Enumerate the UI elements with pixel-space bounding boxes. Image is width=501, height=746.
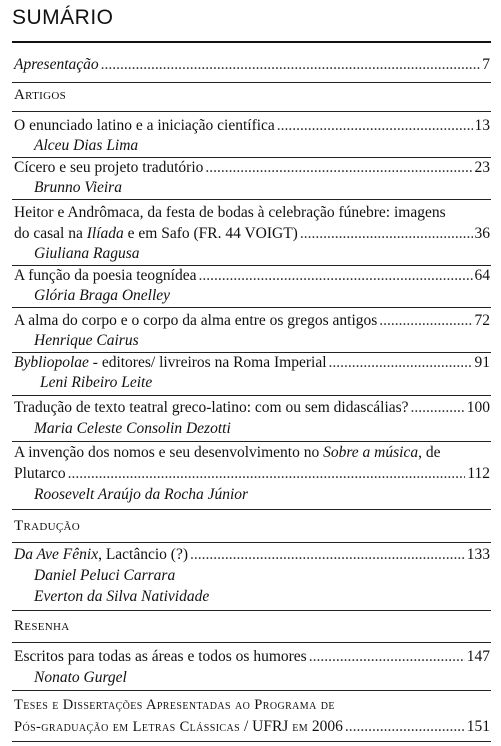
entry-title-line1[interactable]: Teses e Dissertações Apresentadas ao Programa de <box>14 697 335 713</box>
section-heading-traducao: Tradução <box>14 518 80 534</box>
section-heading-resenha: Resenha <box>14 618 70 634</box>
entry-author: Alceu Dias Lima <box>34 137 139 154</box>
entry-title: Escritos para todas as áreas e todos os humores <box>14 648 307 665</box>
entry-page: 72 <box>474 312 490 329</box>
leader-dots <box>345 718 465 736</box>
toc-entry[interactable] <box>14 399 490 419</box>
entry-page: 133 <box>466 546 490 563</box>
entry-author: Glória Braga Onelley <box>34 287 171 304</box>
toc-entry[interactable] <box>14 718 490 738</box>
divider <box>12 642 491 643</box>
entry-title: O enunciado latino e a iniciação científica <box>14 117 275 134</box>
divider <box>12 307 491 308</box>
entry-page: 151 <box>466 718 490 735</box>
toc-entry[interactable] <box>14 546 490 566</box>
entry-title-line1[interactable]: Heitor e Andrômaca, da festa de bodas à celebração fúnebre: imagens <box>14 204 446 221</box>
entry-title: A função da poesia teognídea <box>14 267 197 284</box>
leader-dots <box>101 56 481 74</box>
entry-title-line2: do casal na Ilíada e em Safo (FR. 44 VOIGT) <box>14 225 298 242</box>
entry-author: Roosevelt Araújo da Rocha Júnior <box>34 486 249 503</box>
toc-entry[interactable] <box>14 225 490 245</box>
entry-author: Giuliana Ragusa <box>34 245 140 262</box>
entry-author: Everton da Silva Natividade <box>34 588 210 605</box>
toc-entry[interactable] <box>14 354 490 374</box>
entry-title: Cícero e seu projeto tradutório <box>14 159 204 176</box>
divider <box>12 352 491 353</box>
page-title: SUMÁRIO <box>12 6 114 29</box>
entry-author: Maria Celeste Consolin Dezotti <box>34 420 231 437</box>
entry-page: 100 <box>466 399 490 416</box>
leader-dots <box>309 648 465 666</box>
divider <box>12 82 491 83</box>
entry-title: A alma do corpo e o corpo da alma entre os gregos antigos <box>14 312 378 329</box>
leader-dots <box>379 312 472 330</box>
leader-dots <box>205 159 472 177</box>
divider <box>12 690 491 691</box>
leader-dots <box>190 546 465 564</box>
toc-entry[interactable] <box>14 648 490 668</box>
section-heading-artigos: Artigos <box>14 87 66 103</box>
entry-title: Da Ave Fênix, Lactâncio (?) <box>14 546 189 563</box>
divider <box>12 395 491 396</box>
toc-entry[interactable] <box>14 159 490 179</box>
entry-page: 23 <box>474 159 490 176</box>
leader-dots <box>411 399 465 417</box>
leader-dots <box>199 267 473 285</box>
entry-title-line2: Plutarco <box>14 465 66 482</box>
entry-title-line2: Pós-graduação em Letras Clássicas / UFRJ em 2006 <box>14 718 343 735</box>
entry-page: 13 <box>474 117 490 134</box>
divider <box>12 741 491 742</box>
entry-title: Bybliopolae - editores/ livreiros na Roma Imperial <box>14 354 327 371</box>
divider <box>12 265 491 266</box>
divider <box>12 441 491 442</box>
leader-dots <box>68 465 466 483</box>
entry-author: Brunno Vieira <box>34 179 122 196</box>
toc-entry[interactable] <box>14 312 490 332</box>
leader-dots <box>277 117 473 135</box>
divider <box>12 199 491 200</box>
entry-author: Daniel Peluci Carrara <box>34 567 176 584</box>
leader-dots <box>300 225 473 243</box>
entry-title-line1[interactable]: A invenção dos nomos e seu desenvolvimento no Sobre a música, de <box>14 444 441 461</box>
leader-dots <box>329 354 473 372</box>
divider <box>12 509 491 510</box>
entry-page: 36 <box>474 225 490 242</box>
toc-entry-apresentacao[interactable] <box>14 56 490 76</box>
entry-author: Nonato Gurgel <box>34 669 127 686</box>
entry-title: Apresentação <box>14 56 99 73</box>
entry-author: Henrique Cairus <box>34 332 139 349</box>
entry-author: Leni Ribeiro Leite <box>40 374 153 391</box>
entry-page: 7 <box>482 56 490 73</box>
divider <box>12 157 491 158</box>
entry-title: Tradução de texto teatral greco-latino: com ou sem didascálias? <box>14 399 409 416</box>
entry-page: 64 <box>474 267 490 284</box>
divider <box>12 542 491 543</box>
entry-page: 112 <box>467 465 490 482</box>
toc-entry[interactable] <box>14 267 490 287</box>
toc-entry[interactable] <box>14 117 490 137</box>
toc-entry[interactable] <box>14 465 490 485</box>
entry-page: 91 <box>474 354 490 371</box>
divider <box>12 610 491 611</box>
entry-page: 147 <box>466 648 490 665</box>
title-rule <box>12 41 491 43</box>
divider <box>12 111 491 112</box>
